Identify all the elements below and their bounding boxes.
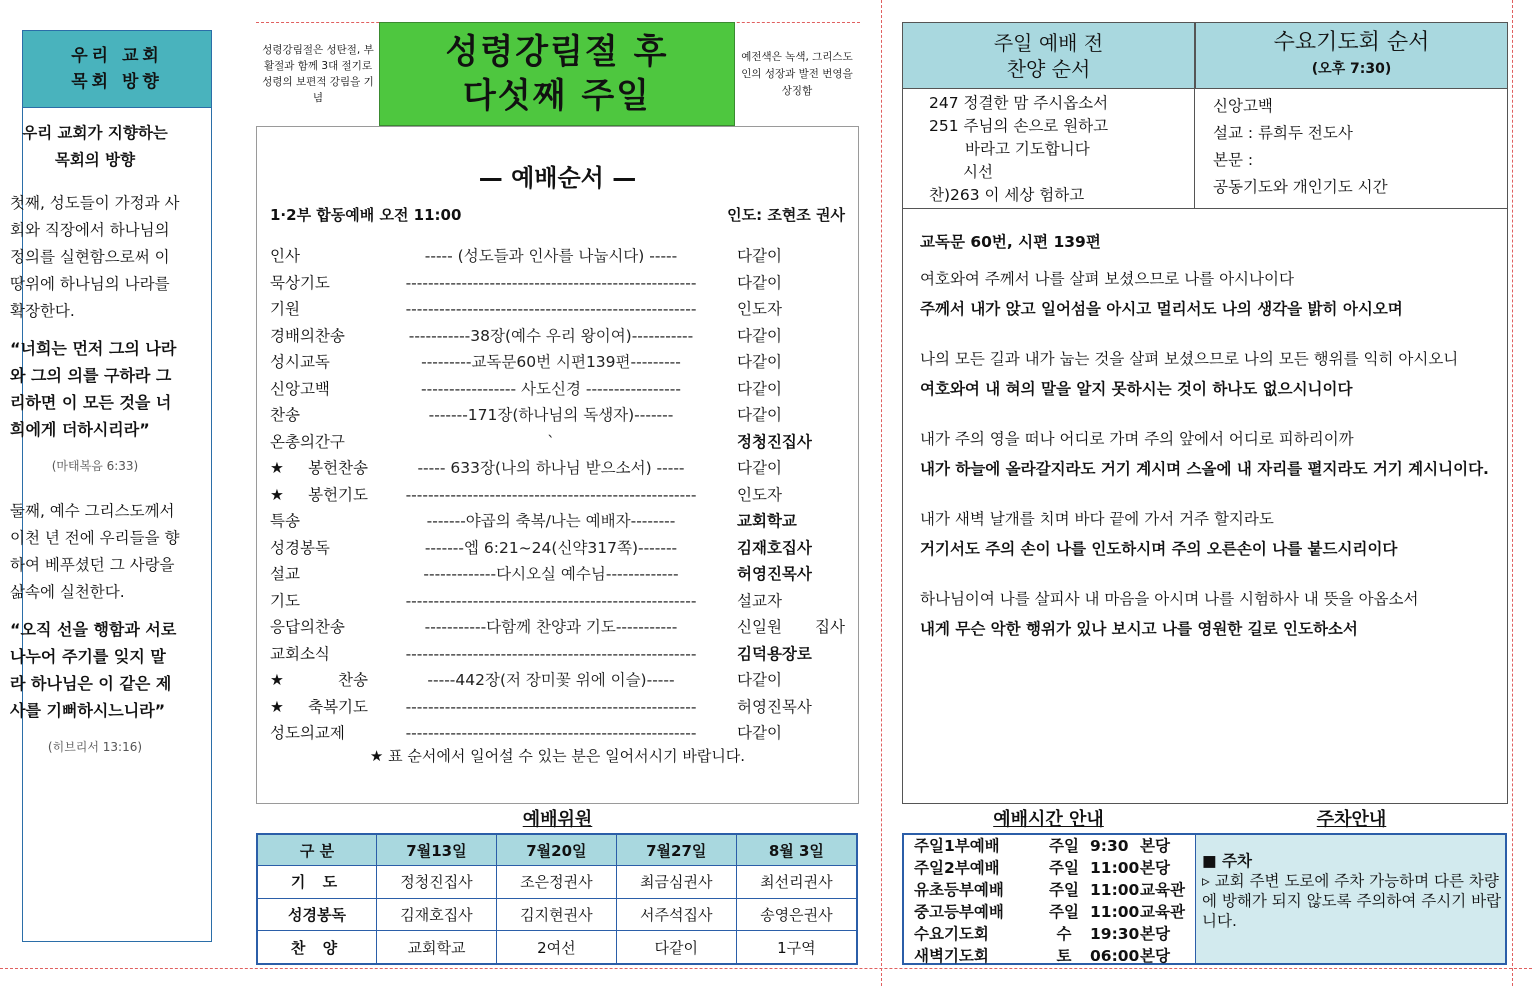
church-vision-header [23, 31, 211, 108]
list-item: 찬)263 이 세상 험하고 [929, 186, 1085, 204]
hymns-head-line2: 찬양 순서 [1006, 56, 1091, 81]
service-time-day: 토 [1056, 947, 1072, 965]
order-item-leader: 허영진목사 [737, 697, 812, 716]
list-item: 본문 : [1213, 151, 1254, 169]
order-item-detail: ---------교독문60번 시편139편--------- [421, 353, 681, 371]
staff-cell: 2여선 [496, 931, 616, 964]
vision-first: 첫째, 성도들이 가정과 사회와 직장에서 하나님의 정의를 실현함으로써 이 땅위에 하나님의 나라를 확장한다. [10, 194, 180, 320]
order-item-leader: 다같이 [737, 247, 782, 265]
wed-head-title: 수요기도회 순서 [1273, 29, 1430, 55]
reading-pair [920, 584, 1495, 644]
order-item-name: 인사 [270, 247, 300, 265]
order-row [270, 561, 845, 588]
order-item-name: ★봉헌찬송 [270, 459, 368, 477]
order-item-detail: -------------다시오실 예수님------------- [423, 565, 679, 583]
order-row [270, 296, 845, 323]
order-item-detail: ---------------------------------------------------- [405, 591, 697, 610]
reading-pair [920, 344, 1495, 404]
vision-ref-1: (마태복음 6:33) [51, 459, 139, 473]
order-list [270, 243, 845, 747]
order-item-name: 기도 [270, 591, 300, 610]
staff-col-category: 구 분 [257, 834, 377, 866]
parking-text: ▹ 교회 주변 도로에 주차 가능하며 다른 차량에 방해가 되지 않도록 주의하여 주시기 바랍니다. [1202, 872, 1502, 930]
parking-info [1195, 835, 1505, 963]
staff-cell: 조은정권사 [496, 866, 616, 899]
church-vision-body [10, 120, 180, 779]
order-row [270, 508, 845, 535]
order-row [270, 482, 845, 509]
list-item: 시선 [963, 163, 993, 181]
order-item-leader: 다같이 [737, 379, 782, 398]
order-item-detail: ----- (성도들과 인사를 나눕시다) ----- [424, 247, 678, 265]
order-item-detail: -------엡 6:21~24(신약317쪽)------- [424, 538, 678, 557]
order-item-name: 신앙고백 [270, 379, 330, 398]
service-time-day: 주일 [1049, 837, 1079, 855]
order-item-leader: 다같이 [737, 724, 782, 742]
leader-line: 나의 모든 길과 내가 눕는 것을 살펴 보셨으므로 나의 모든 행위를 익히 아시오니 [920, 350, 1459, 368]
vision-quote-2: “오직 선을 행함과 서로 나누어 주기를 잊지 말라 하나님은 이 같은 제사를 기뻐하시느니라” [10, 620, 177, 720]
staff-col-date: 8월 3일 [736, 834, 857, 866]
order-item-name: 성경봉독 [270, 538, 330, 557]
order-item-name: 응답의찬송 [270, 618, 345, 636]
pre-service-hymns-list [902, 89, 1195, 209]
service-time-place: 본당 [1140, 925, 1170, 943]
order-item-name: 특송 [270, 512, 300, 530]
service-time-hour: 19:30 [1090, 925, 1140, 943]
service-time-day: 주일 [1049, 859, 1079, 877]
service-time-place: 본당 [1140, 859, 1170, 877]
order-item-detail: -----------38장(예수 우리 왕이여)----------- [408, 326, 694, 345]
service-time-hour: 11:00 [1090, 859, 1140, 877]
order-row [270, 720, 845, 747]
staff-cell: 1구역 [736, 931, 857, 964]
order-item-leader: 정청진집사 [737, 432, 812, 451]
order-item-detail: ---------------------------------------------------- [405, 724, 697, 742]
responsive-reading-heading: 교독문 60번, 시편 139편 [920, 233, 1101, 251]
list-item: 설교 : 류희두 전도사 [1213, 124, 1353, 142]
order-row [270, 376, 845, 403]
staff-role: 기 도 [257, 866, 377, 899]
staff-table-header-row [257, 834, 857, 866]
staff-cell: 정청진집사 [377, 866, 497, 899]
service-time-row [914, 945, 1194, 967]
parking-title: 주차안내 [1316, 809, 1387, 830]
order-item-detail: ---------------------------------------------------- [405, 485, 697, 504]
page-guide-bottom [0, 968, 1532, 969]
liturgical-color-note: 예전색은 녹색, 그리스도인의 성장과 발전 번영을 상징함 [741, 50, 853, 97]
service-time-name: 중고등부예배 [914, 903, 1004, 921]
order-row [270, 429, 845, 456]
order-item-detail: -----442장(저 장미꽃 위에 이슬)----- [427, 671, 675, 689]
order-item-name: 찬송 [270, 406, 300, 424]
order-item-leader: 다같이 [737, 326, 782, 345]
staff-cell: 서주석집사 [616, 898, 736, 931]
order-item-detail: ---------------------------------------------------- [405, 300, 697, 318]
order-item-leader: 다같이 [737, 459, 782, 477]
staff-role: 성경봉독 [257, 898, 377, 931]
congregation-line: 주께서 내가 앉고 일어섬을 아시고 멀리서도 나의 생각을 밝히 아시오며 [920, 300, 1403, 318]
service-time: 1·2부 합동예배 오전 11:00 [270, 206, 462, 224]
table-row [257, 898, 857, 931]
list-item: 247 정결한 맘 주시옵소서 [929, 94, 1109, 112]
service-time-hour: 9:30 [1090, 837, 1129, 855]
order-item-detail: ----------------- 사도신경 ----------------- [421, 379, 681, 398]
table-row [257, 931, 857, 964]
order-row [270, 588, 845, 615]
staff-cell: 김지현권사 [496, 898, 616, 931]
order-row [270, 402, 845, 429]
order-item-detail: -------야곱의 축복/나는 예배자-------- [426, 512, 676, 530]
vision-title-line1: 우리 교회가 지향하는 [22, 124, 168, 142]
parking-heading: ■ 주차 [1202, 852, 1252, 870]
order-item-name: ★축복기도 [270, 697, 368, 716]
service-times-list [914, 835, 1194, 967]
order-row [270, 243, 845, 270]
order-row [270, 349, 845, 376]
wed-head-time: (오후 7:30) [1311, 60, 1392, 77]
spacer [920, 404, 1495, 424]
order-item-detail: ---------------------------------------------------- [405, 644, 697, 663]
service-times-box [902, 833, 1507, 965]
order-item-detail: -------171장(하나님의 독생자)------- [428, 406, 674, 424]
list-item: 공동기도와 개인기도 시간 [1213, 178, 1388, 196]
service-time-name: 주일1부예배 [914, 837, 1000, 855]
order-row [270, 455, 845, 482]
vision-quote-1: “너희는 먼저 그의 나라와 그의 의를 구하라 그리하면 이 모든 것을 너희에게 더하시리라” [10, 339, 177, 439]
order-item-name: ★봉헌기도 [270, 485, 368, 504]
order-item-detail: ---------------------------------------------------- [405, 697, 697, 716]
table-row [257, 866, 857, 899]
order-item-detail: ---------------------------------------------------- [405, 273, 697, 292]
service-time-day: 주일 [1049, 881, 1079, 899]
staff-col-date: 7월20일 [496, 834, 616, 866]
wednesday-prayer-list [1195, 89, 1508, 209]
order-item-name: 교회소식 [270, 644, 330, 663]
order-row [270, 614, 845, 641]
order-item-leader: 인도자 [737, 485, 782, 504]
order-item-leader: 김재호집사 [737, 538, 812, 557]
service-time-hour: 11:00 [1090, 881, 1140, 899]
congregation-line: 여호와여 내 혀의 말을 알지 못하시는 것이 하나도 없으시니이다 [920, 380, 1353, 398]
order-row [270, 323, 845, 350]
list-item: 바라고 기도합니다 [965, 140, 1090, 158]
staff-cell: 교회학교 [377, 931, 497, 964]
staff-table [256, 833, 858, 965]
congregation-line: 내가 하늘에 올라갈지라도 거기 계시며 스올에 내 자리를 펼지라도 거기 계시니이다. [920, 460, 1489, 478]
order-row [270, 641, 845, 668]
vision-ref-2: (히브리서 13:16) [47, 740, 143, 754]
spacer [920, 484, 1495, 504]
church-vision-header-line1: 우리 교회 [71, 46, 163, 66]
service-times-title: 예배시간 안내 [993, 809, 1104, 830]
spacer [920, 564, 1495, 584]
service-time-hour: 11:00 [1090, 903, 1140, 921]
order-item-leader: 다같이 [737, 406, 782, 424]
leader-line: 내가 주의 영을 떠나 어디로 가며 주의 앞에서 어디로 피하리이까 [920, 430, 1354, 448]
order-row [270, 694, 845, 721]
responsive-reading [920, 230, 1495, 644]
list-item: 신앙고백 [1213, 97, 1273, 115]
reading-pair [920, 504, 1495, 564]
service-time-day: 주일 [1049, 903, 1079, 921]
order-item-name: 경배의찬송 [270, 326, 345, 345]
service-time-hour: 06:00 [1090, 947, 1140, 965]
church-vision-header-line2: 목회 방향 [71, 72, 163, 92]
pentecost-note: 성령강림절은 성탄절, 부활절과 함께 3대 절기로 성령의 보편적 강림을 기념 [262, 44, 374, 104]
staff-cell: 김재호집사 [377, 898, 497, 931]
bulletin-title-line2: 다섯째 주일 [462, 76, 652, 116]
staff-title: 예배위원 [522, 809, 593, 830]
order-row [270, 535, 845, 562]
staff-col-date: 7월13일 [377, 834, 497, 866]
page-fold-guide [881, 0, 882, 986]
order-item-detail: ` [547, 432, 555, 451]
service-time-row [914, 857, 1194, 879]
staff-role: 찬 양 [257, 931, 377, 964]
order-item-name: ★찬송 [270, 671, 368, 689]
order-row [270, 270, 845, 297]
order-item-leader: 다같이 [737, 353, 782, 371]
service-leader: 인도: 조현조 권사 [727, 206, 845, 224]
hymns-head-line1: 주일 예배 전 [993, 30, 1104, 55]
order-item-detail: ----- 633장(나의 하나님 받으소서) ----- [417, 459, 685, 477]
order-item-leader: 신일원 집사 [737, 618, 845, 636]
order-item-detail: -----------다함께 찬양과 기도----------- [424, 618, 678, 636]
service-time-name: 유초등부예배 [914, 881, 1004, 899]
order-item-name: 성도의교제 [270, 724, 345, 742]
order-item-leader: 설교자 [737, 591, 782, 610]
reading-pair [920, 264, 1495, 324]
service-time-day: 수 [1056, 925, 1072, 943]
service-time-place: 본당 [1140, 947, 1170, 965]
staff-cell: 다같이 [616, 931, 736, 964]
page-guide-right [1512, 0, 1513, 986]
service-time-name: 수요기도회 [914, 925, 989, 943]
list-item: 251 주님의 손으로 원하고 [929, 117, 1109, 135]
bulletin-title [379, 22, 735, 126]
service-time-name: 주일2부예배 [914, 859, 1000, 877]
order-item-name: 묵상기도 [270, 273, 330, 292]
vision-title [10, 120, 180, 174]
staff-cell: 최선리권사 [736, 866, 857, 899]
order-row [270, 667, 845, 694]
staff-cell: 송영은권사 [736, 898, 857, 931]
bulletin-title-line1: 성령강림절 후 [445, 32, 669, 72]
vision-second: 둘째, 예수 그리스도께서 이천 년 전에 우리들을 향하여 베푸셨던 그 사랑을 삶속에 실천한다. [10, 502, 180, 601]
spacer [920, 324, 1495, 344]
service-time-name: 새벽기도회 [914, 947, 989, 965]
leader-line: 하나님이여 나를 살피사 내 마음을 아시며 나를 시험하사 내 뜻을 아옵소서 [920, 590, 1419, 608]
service-time-row [914, 835, 1194, 857]
wednesday-prayer-header [1195, 22, 1508, 89]
order-item-name: 기원 [270, 300, 300, 318]
order-item-leader: 허영진목사 [737, 565, 812, 583]
order-item-name: 성시교독 [270, 353, 330, 371]
congregation-line: 내게 무슨 악한 행위가 있나 보시고 나를 영원한 길로 인도하소서 [920, 620, 1358, 638]
order-item-leader: 다같이 [737, 671, 782, 689]
service-time-row [914, 923, 1194, 945]
order-heading: — 예배순서 — [478, 164, 637, 192]
standing-note: ★ 표 순서에서 일어설 수 있는 분은 일어서시기 바랍니다. [369, 747, 746, 765]
pre-service-hymns-header [902, 22, 1195, 89]
order-item-leader: 인도자 [737, 300, 782, 318]
order-item-leader: 김덕용장로 [737, 644, 812, 663]
order-item-leader: 다같이 [737, 273, 782, 292]
reading-pair [920, 424, 1495, 484]
staff-cell: 최금심권사 [616, 866, 736, 899]
order-item-name: 설교 [270, 565, 300, 583]
service-time-row [914, 879, 1194, 901]
order-item-name: 온총의간구 [270, 432, 345, 451]
vision-title-line2: 목회의 방향 [54, 151, 136, 169]
staff-col-date: 7월27일 [616, 834, 736, 866]
leader-line: 여호와여 주께서 나를 살펴 보셨으므로 나를 아시나이다 [920, 270, 1294, 288]
service-info [270, 204, 845, 225]
congregation-line: 거기서도 주의 손이 나를 인도하시며 주의 오른손이 나를 붙드시리이다 [920, 540, 1398, 558]
service-time-place: 교육관 [1140, 881, 1185, 899]
service-time-place: 교육관 [1140, 903, 1185, 921]
leader-line: 내가 새벽 날개를 치며 바다 끝에 가서 거주 할지라도 [920, 510, 1274, 528]
service-time-place: 본당 [1140, 837, 1170, 855]
service-time-row [914, 901, 1194, 923]
order-item-leader: 교회학교 [737, 512, 797, 530]
